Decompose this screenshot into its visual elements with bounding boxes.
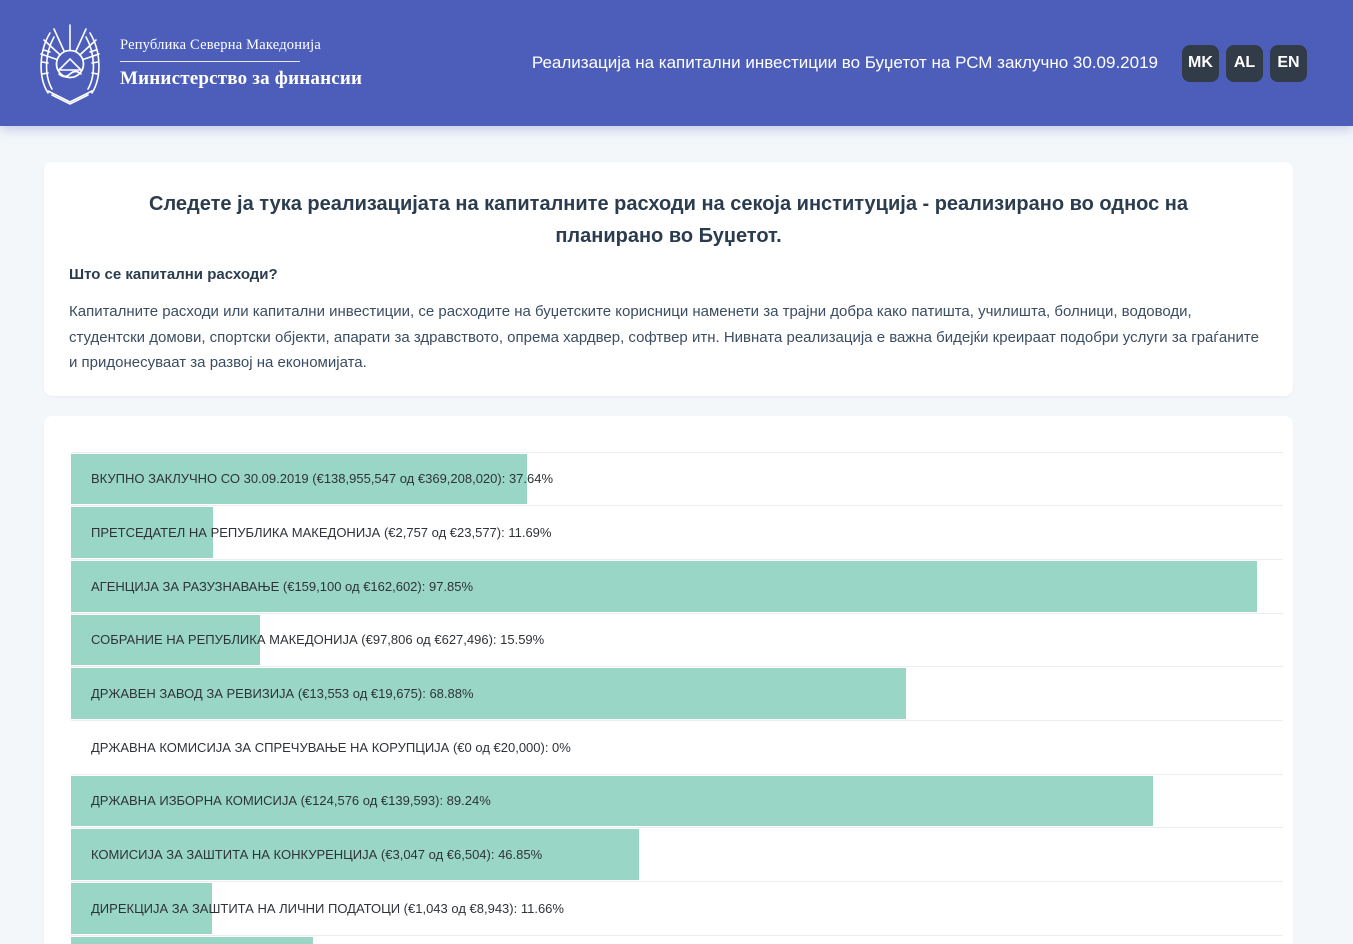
lang-button-al[interactable]: AL (1226, 45, 1263, 82)
bar-label: ДРЖАВНА КОМИСИЈА ЗА СПРЕЧУВАЊЕ НА КОРУПЦИЈА (€0 од €20,000): 0% (91, 739, 571, 755)
chart-row[interactable] (71, 721, 1283, 775)
bar-label: КОМИСИЈА ЗА ЗАШТИТА НА КОНКУРЕНЦИЈА (€3,047 од €6,504): 46.85% (91, 847, 543, 863)
bar[interactable] (71, 937, 313, 944)
chart-row[interactable] (71, 614, 1283, 668)
chart-row[interactable] (71, 775, 1283, 829)
intro-subheading: Што се капитални расходи? (69, 266, 278, 283)
main-content (0, 162, 1353, 944)
org-divider (120, 61, 300, 62)
chart-card (44, 416, 1293, 944)
site-header (0, 0, 1353, 126)
ministry-logo[interactable] (34, 20, 362, 106)
chart-row[interactable] (71, 667, 1283, 721)
org-name: Република Северна Македонија (120, 36, 322, 53)
intro-card (44, 162, 1293, 396)
bar-label: СОБРАНИЕ НА РЕПУБЛИКА МАКЕДОНИЈА (€97,806 од €627,496): 15.59% (91, 632, 545, 648)
chart-row[interactable] (71, 882, 1283, 936)
bar-label: ДИРЕКЦИЈА ЗА ЗАШТИТА НА ЛИЧНИ ПОДАТОЦИ (€1,043 од €8,943): 11.66% (91, 900, 564, 916)
bar-label: ДРЖАВЕН ЗАВОД ЗА РЕВИЗИЈА (€13,553 од €19,675): 68.88% (91, 686, 474, 702)
lang-button-en[interactable]: EN (1270, 45, 1307, 82)
bar-label: ДРЖАВНА ИЗБОРНА КОМИСИЈА (€124,576 од €139,593): 89.24% (91, 793, 491, 809)
coat-of-arms-icon (34, 20, 106, 106)
chart-row[interactable] (71, 936, 1283, 944)
bar-label: ВКУПНО ЗАКЛУЧНО СО 30.09.2019 (€138,955,547 од €369,208,020): 37.64% (91, 471, 554, 487)
chart-rows (71, 452, 1283, 944)
intro-paragraph: Капиталните расходи или капитални инвестиции, се расходите на буџетските корисници наменети за трајни добра како патишта, училишта, болници, водоводи, студентски домови, спортски објекти, апарати за здравството, опрема хардвер, софтвер итн. Нивната реализација е важна бидејќи креираат подобри услуги за граѓаните и придонесуваат за развој на економијата. (69, 303, 1259, 371)
intro-heading: Следете ја тука реализацијата на капиталните расходи на секоја институција - реализирано во однос на планирано во Буџетот. (149, 193, 1188, 247)
chart-row[interactable] (71, 828, 1283, 882)
ministry-name: Министерство за финансии (120, 67, 363, 89)
chart-row[interactable] (71, 506, 1283, 560)
bar-label: АГЕНЦИЈА ЗА РАЗУЗНАВАЊЕ (€159,100 од €162,602): 97.85% (91, 578, 474, 594)
bar-label: ПРЕТСЕДАТЕЛ НА РЕПУБЛИКА МАКЕДОНИЈА (€2,757 од €23,577): 11.69% (91, 525, 552, 541)
chart-row[interactable] (71, 453, 1283, 507)
page-title: Реализација на капитални инвестиции во Буџетот на РСМ заклучно 30.09.2019 (531, 53, 1158, 72)
lang-button-mk[interactable]: MK (1182, 45, 1219, 82)
chart-row[interactable] (71, 560, 1283, 614)
language-switcher (1182, 45, 1307, 82)
